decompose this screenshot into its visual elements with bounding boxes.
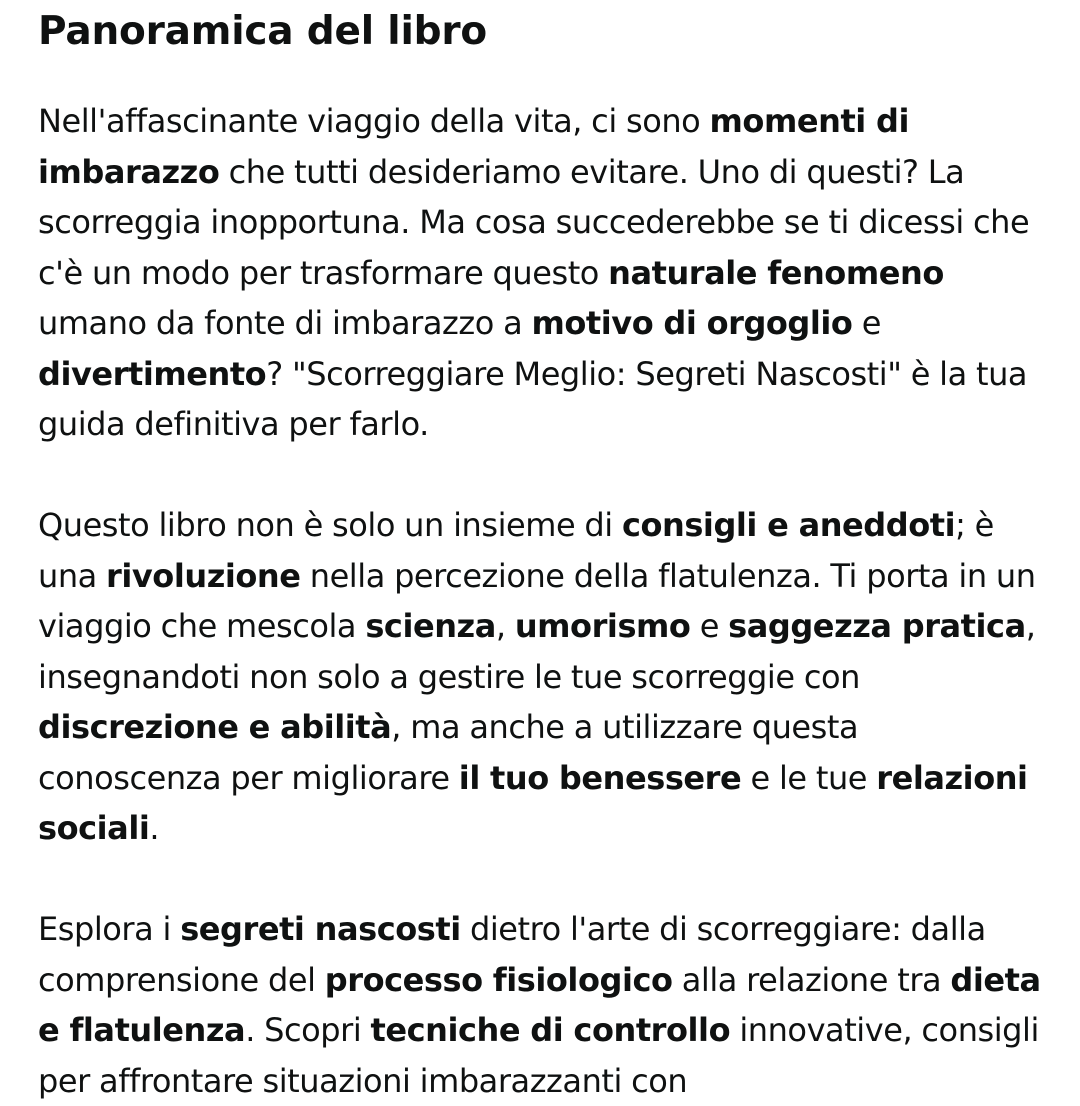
emphasized-text: processo fisiologico [324,960,673,999]
paragraph-text: , insegnandoti non solo a gestire le tue scorreggie con [38,607,1036,696]
emphasized-text: il tuo benessere [458,758,742,797]
paragraph-text: nella percezione della flatulenza. Ti porta in un viaggio che mescola [38,556,1036,645]
paragraph-text: ? "Scorreggiare Meglio: Segreti Nascosti" è la tua guida definitiva per farlo. [38,354,1028,443]
emphasized-text: motivo di orgoglio [531,304,853,342]
emphasized-text: scienza [365,607,496,645]
emphasized-text: consigli e aneddoti [621,506,956,544]
paragraph-text: e le tue [741,758,877,797]
emphasized-text: naturale fenomeno [608,253,944,292]
paragraph-text: Nell'affascinante viaggio della vita, ci sono [38,102,710,140]
emphasized-text: momenti di imbarazzo [38,102,909,191]
paragraph-text: , [495,607,515,645]
paragraph-text: e [852,304,881,342]
emphasized-text: discrezione e abilità [38,708,392,746]
emphasized-text: rivoluzione [106,556,301,595]
description-paragraph [38,500,1042,854]
description-paragraph [38,96,1042,450]
paragraph-text: umano da fonte di imbarazzo a [38,304,532,342]
paragraph-text: alla relazione tra [672,960,951,999]
book-overview-section [0,6,1080,1100]
emphasized-text: segreti nascosti [180,910,461,948]
emphasized-text: dieta e flatulenza [38,960,1041,1049]
description-body [38,96,1042,1106]
emphasized-text: tecniche di controllo [370,1011,731,1049]
description-paragraph [38,904,1042,1106]
paragraph-text: ; è una [38,506,994,595]
paragraph-text: dietro l'arte di scorreggiare: dalla comprensione del [38,910,986,999]
section-title: Panoramica del libro [38,9,487,54]
emphasized-text: relazioni sociali [38,758,1028,847]
emphasized-text: saggezza pratica [728,607,1026,645]
paragraph-text: , ma anche a utilizzare questa conoscenza per migliorare [38,708,859,797]
paragraph-text: che tutti desideriamo evitare. Uno di questi? La scorreggia inopportuna. Ma cosa succederebbe se ti dicessi che c'è un modo per trasformare questo [38,152,1030,292]
paragraph-text: e [690,607,729,645]
paragraph-text: . [149,809,160,847]
paragraph-text: innovative, consigli per affrontare situazioni imbarazzanti con [38,1011,1039,1100]
paragraph-text: . Scopri [245,1011,371,1049]
paragraph-text: Questo libro non è solo un insieme di [38,506,622,544]
emphasized-text: divertimento [38,354,267,393]
emphasized-text: umorismo [514,607,691,645]
paragraph-text: Esplora i [38,910,181,948]
